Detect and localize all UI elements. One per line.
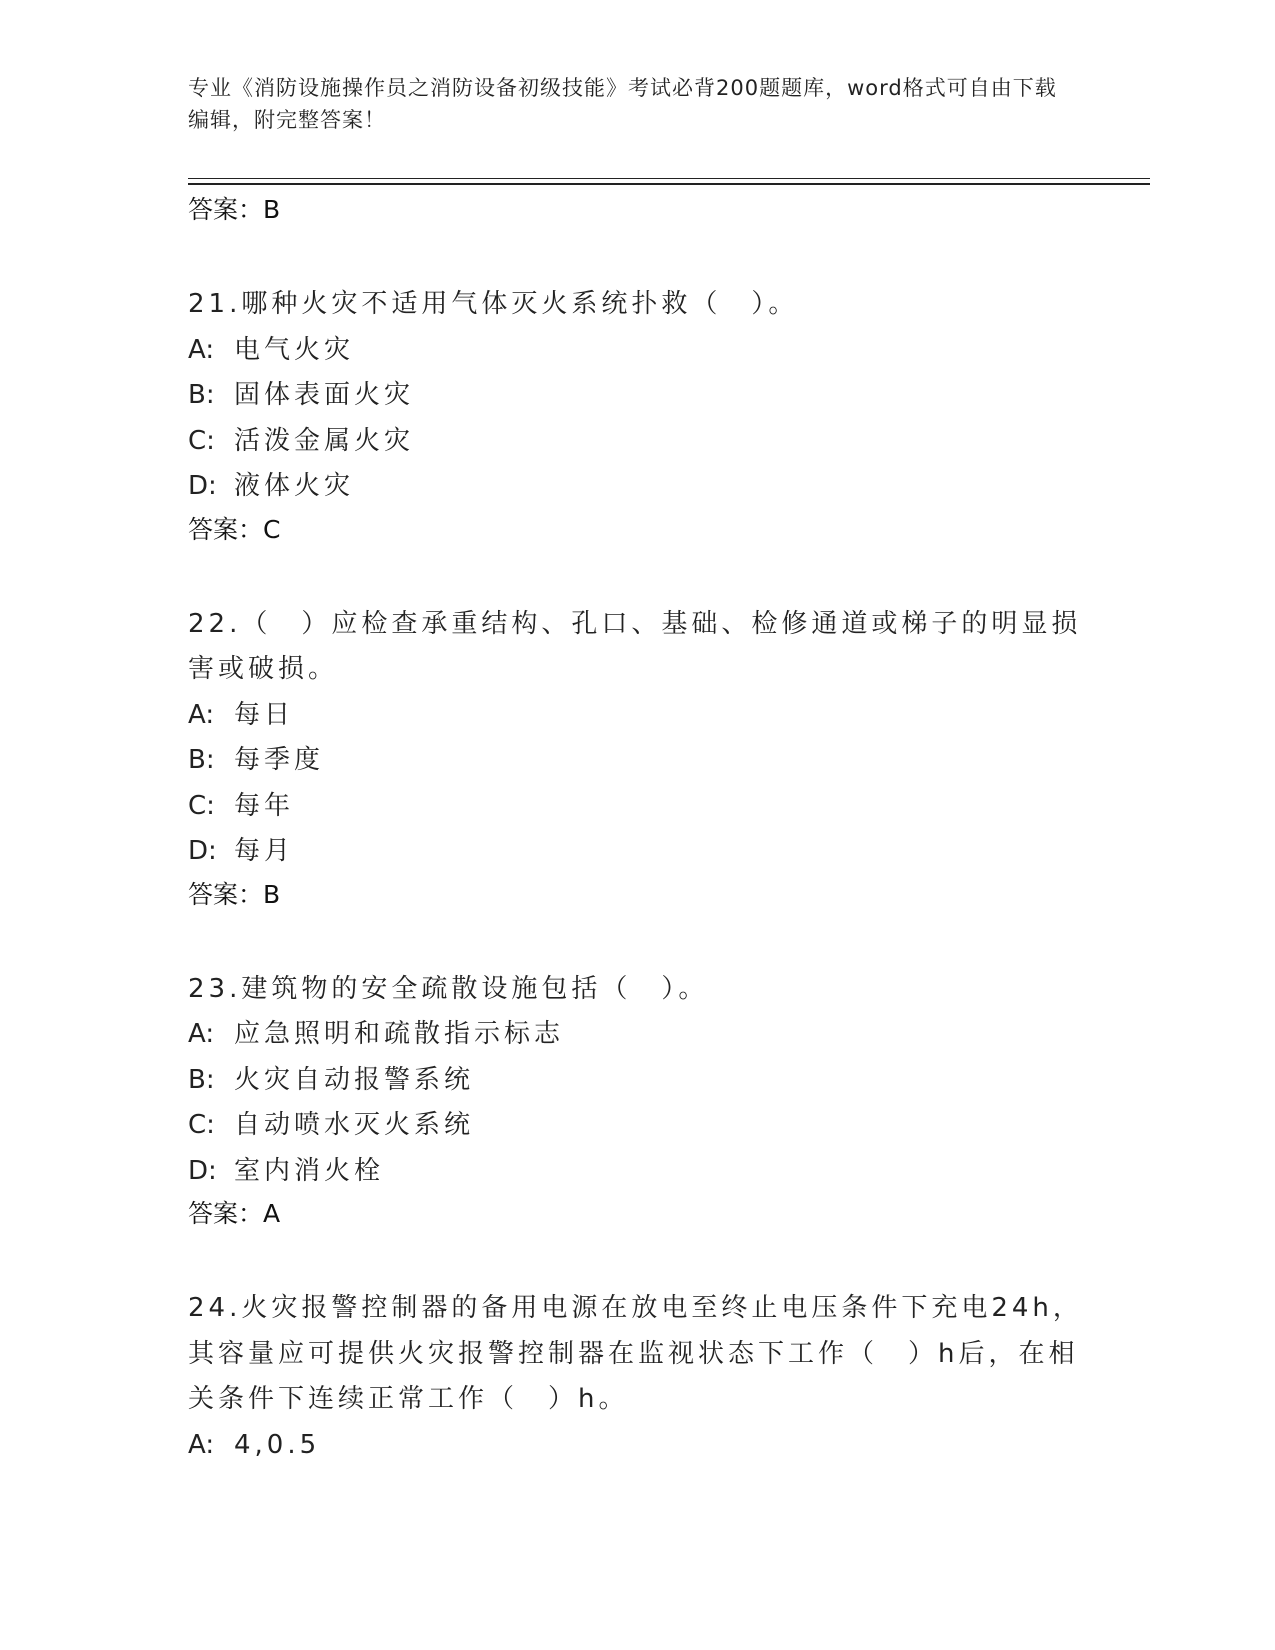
option-letter: A:: [188, 1429, 215, 1460]
option-text: 电气火灾: [234, 334, 355, 365]
header-divider-thin: [188, 178, 1150, 179]
option-text: 每年: [234, 790, 295, 821]
option-c: [188, 784, 1088, 830]
option-text: 自动喷水灭火系统: [234, 1110, 475, 1140]
option-a: [188, 328, 1088, 374]
option-letter: D:: [188, 1155, 217, 1186]
option-letter: B:: [188, 380, 215, 410]
option-d: [188, 829, 1088, 875]
option-letter: B:: [188, 745, 215, 775]
answer-line: 答案：B: [188, 879, 281, 909]
option-b: [188, 373, 1088, 419]
option-text: 活泼金属火灾: [234, 425, 415, 456]
answer-line: 答案：C: [188, 514, 281, 544]
question-22: [188, 602, 1088, 915]
option-text: 每月: [234, 836, 295, 866]
answer-line: 答案：B: [188, 195, 281, 224]
option-d: [188, 464, 1088, 510]
option-letter: A:: [188, 334, 215, 365]
option-c: [188, 419, 1088, 465]
option-a: [188, 1423, 1088, 1469]
document-header: [188, 72, 1068, 136]
option-text: 室内消火栓: [234, 1155, 385, 1186]
answer-line: 答案：A: [188, 1199, 281, 1228]
header-divider-thick: [188, 183, 1150, 185]
option-letter: D:: [188, 836, 217, 866]
option-text: 应急照明和疏散指示标志: [234, 1019, 565, 1049]
option-a: [188, 1012, 1088, 1058]
question-24: [188, 1286, 1088, 1468]
option-letter: D:: [188, 471, 217, 501]
question-stem: 21.哪种火灾不适用气体灭火系统扑救（ ）。: [188, 289, 799, 319]
option-a: [188, 693, 1088, 739]
question-stem: 22.（ ）应检查承重结构、孔口、基础、检修通道或梯子的明显损害或破损。: [188, 608, 1082, 684]
option-letter: A:: [188, 1019, 215, 1049]
question-stem: 24.火灾报警控制器的备用电源在放电至终止电压条件下充电24h，其容量应可提供火灾报警控制器在监视状态下工作（ ）h后，在相关条件下连续正常工作（ ）h。: [188, 1293, 1083, 1414]
option-text: 固体表面火灾: [234, 380, 415, 410]
option-c: [188, 1103, 1088, 1149]
question-23: [188, 967, 1088, 1235]
question-21: [188, 282, 1088, 550]
option-text: 每季度: [234, 745, 325, 775]
option-b: [188, 1058, 1088, 1104]
option-text: 4,0.5: [234, 1429, 321, 1460]
option-d: [188, 1149, 1088, 1195]
option-letter: C:: [188, 1110, 215, 1140]
option-text: 每日: [234, 699, 295, 730]
option-letter: B:: [188, 1064, 215, 1095]
option-b: [188, 738, 1088, 784]
question-list: [188, 190, 1088, 1468]
option-letter: A:: [188, 699, 215, 730]
option-letter: C:: [188, 790, 215, 821]
question-stem: 23.建筑物的安全疏散设施包括（ ）。: [188, 973, 709, 1004]
header-text: 专业《消防设施操作员之消防设备初级技能》考试必背200题题库，word格式可自由下载编辑，附完整答案！: [188, 76, 1057, 132]
option-text: 液体火灾: [234, 471, 355, 501]
option-letter: C:: [188, 425, 215, 456]
option-text: 火灾自动报警系统: [234, 1064, 475, 1095]
